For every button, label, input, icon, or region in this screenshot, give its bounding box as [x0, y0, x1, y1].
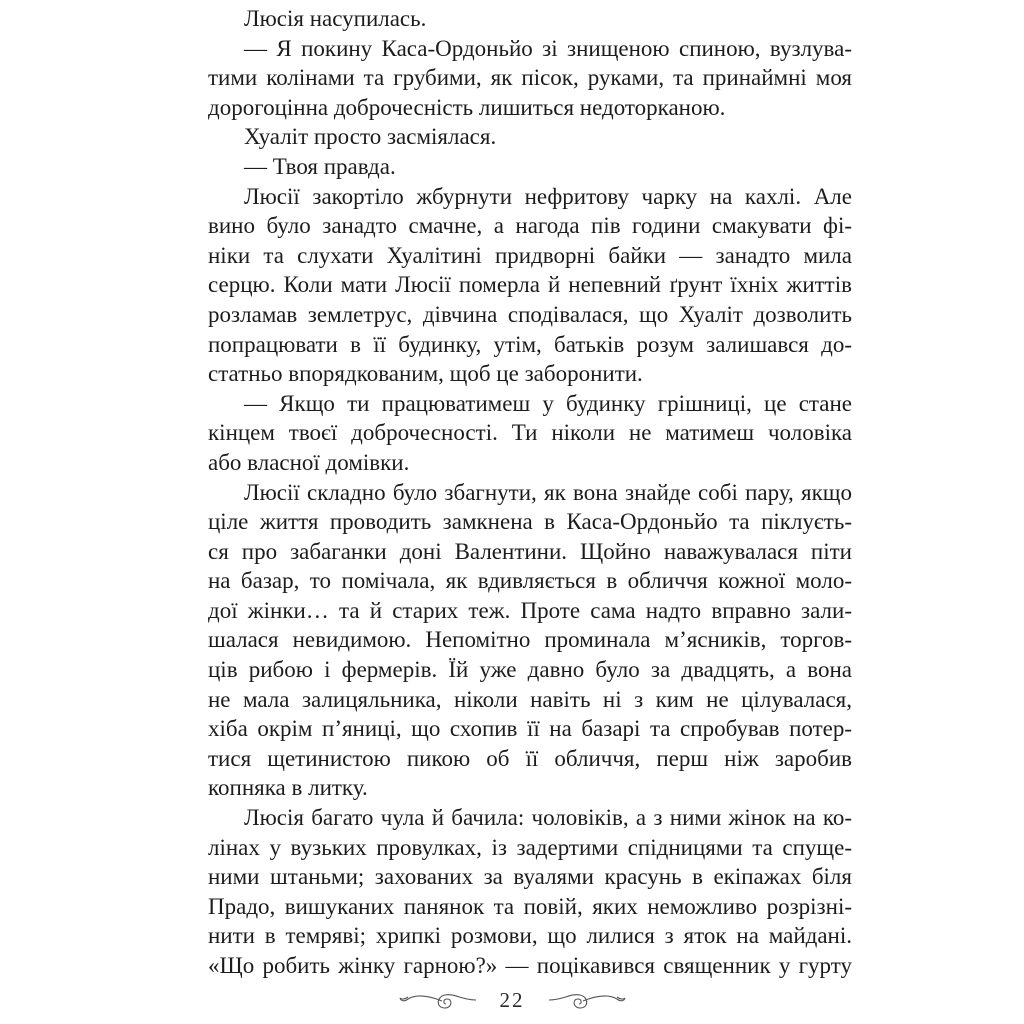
text-line: ся про забаганки доні Валентини. Щойно наважувалася піти [208, 538, 852, 564]
text-line: статньо впорядкованим, щоб це заборонити. [208, 361, 643, 387]
text-line: тими колінами та грубими, як пісок, руками, та принаймні моя [208, 65, 852, 91]
text-line: Люсії складно було збагнути, як вона знайде собі пару, якщо [244, 479, 852, 505]
text-line: попрацювати в її будинку, утім, батьків розум залишався до- [208, 331, 852, 357]
paragraph [172, 4, 852, 34]
paragraph [172, 152, 852, 182]
text-line: вино було занадто смачне, а нагода пів години смакувати фі- [208, 213, 852, 239]
text-line: — Твоя правда. [244, 153, 396, 179]
paragraph [172, 803, 852, 981]
text-line: дої жінки… та й старих теж. Проте сама надто вправно зали- [208, 597, 852, 623]
page-body-text [172, 4, 852, 981]
text-line: лінах у вузьких провулках, із задертими спідницями та спуще- [208, 834, 852, 860]
text-line: — Якщо ти працюватимеш у будинку грішниці, це стане [244, 390, 852, 416]
paragraph [172, 122, 852, 152]
text-line: на базар, то помічала, як вдивляється в обличчя кожної моло- [208, 568, 852, 594]
text-line: ців рибою і фермерів. Їй уже давно було за двадцять, а вона [208, 657, 852, 683]
left-flourish-ornament [398, 987, 478, 1013]
text-line: «Що робить жінку гарною?» — поцікавився священник у гурту [208, 953, 852, 978]
text-line: Люсія насупилась. [244, 6, 427, 31]
text-line: Люсії закортіло жбурнути нефритову чарку на кахлі. Але [244, 183, 852, 209]
text-line: ціле життя проводить замкнена в Каса-Ордоньйо та піклуєть- [208, 509, 852, 535]
text-line: ніки та слухати Хуалітині придворні байки — занадто мила [208, 242, 852, 268]
text-line: нити в темряві; хрипкі розмови, що лилися з яток на майдані. [208, 923, 852, 949]
paragraph [172, 34, 852, 123]
paragraph [172, 478, 852, 804]
text-line: Люсія багато чула й бачила: чоловіків, а з ними жінок на ко- [244, 805, 852, 831]
page-number: 22 [499, 987, 525, 1012]
text-line: Хуаліт просто засміялася. [244, 124, 497, 150]
paragraph [172, 389, 852, 478]
text-line: не мала залицяльника, ніколи навіть ні з ким не цілувалася, [208, 686, 852, 712]
text-line: розламав землетрус, дівчина сподівалася, що Хуаліт дозволить [208, 301, 852, 327]
text-line: копняка в литку. [208, 775, 368, 801]
text-line: хіба окрім п’яниці, що схопив її на базарі та спробував потер- [208, 716, 852, 742]
paragraph [172, 182, 852, 389]
text-line: кінцем твоєї доброчесності. Ти ніколи не матимеш чоловіка [208, 420, 852, 446]
right-flourish-ornament [547, 987, 627, 1013]
text-line: ними штаньми; захованих за вуалями красунь в екіпажах біля [208, 864, 852, 890]
text-line: шалася невидимою. Непомітно проминала м’ясників, торгов- [208, 627, 852, 653]
text-line: Прадо, вишуканих панянок та повій, яких неможливо розрізні- [208, 893, 852, 919]
page-footer [0, 980, 1024, 1020]
text-line: — Я покину Каса-Ордоньйо зі знищеною спиною, вузлува- [244, 35, 852, 61]
text-line: або власної домівки. [208, 449, 410, 475]
text-line: дорогоцінна доброчесність лишиться недоторканою. [208, 94, 726, 120]
text-line: серцю. Коли мати Люсії померла й непевний ґрунт їхніх життів [208, 272, 852, 298]
text-line: тися щетинистою пикою об її обличчя, перш ніж заробив [208, 745, 852, 771]
